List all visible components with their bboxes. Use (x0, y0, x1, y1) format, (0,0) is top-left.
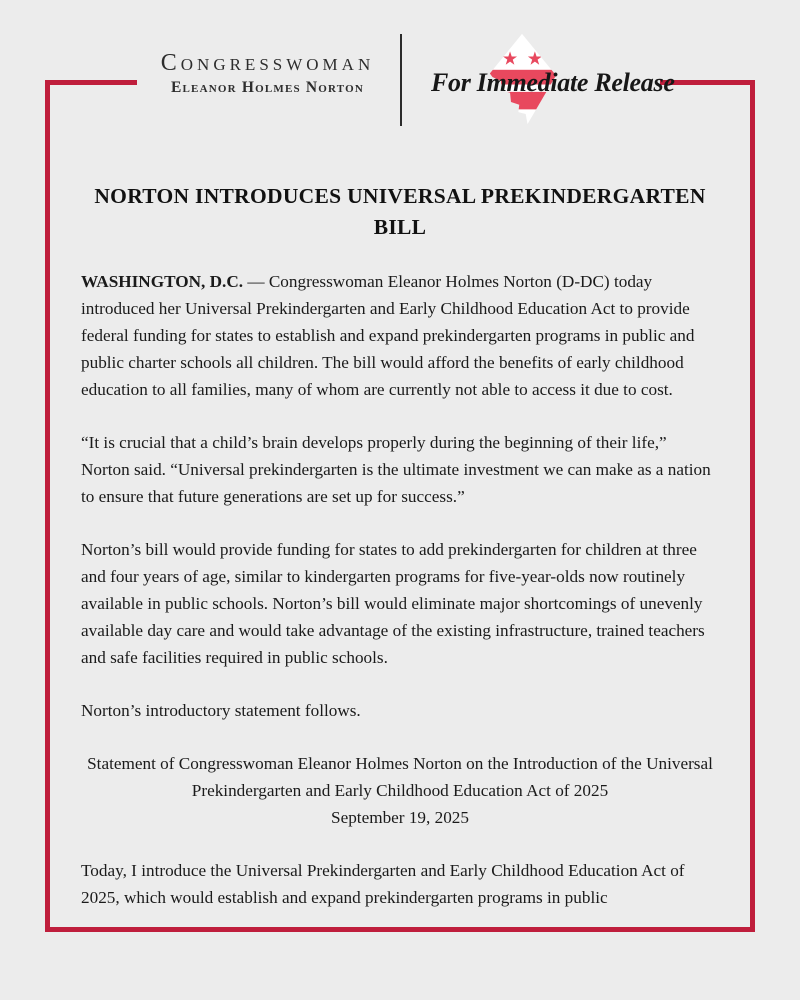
statement-heading: Statement of Congresswoman Eleanor Holmes Norton on the Introduction of the Universal Prekindergarten and Early Childhood Education Act of 2025 (87, 754, 713, 800)
statement-paragraph: Today, I introduce the Universal Prekindergarten and Early Childhood Education Act of 2025, which would establish and expand prekindergarten programs in public (81, 861, 685, 907)
press-release-body (50, 181, 750, 911)
masthead-kicker: Congresswoman (160, 50, 375, 76)
masthead-name: Eleanor Holmes Norton (170, 79, 365, 96)
lead-paragraph-text: — Congresswoman Eleanor Holmes Norton (D-DC) today introduced her Universal Prekindergarten and Early Childhood Education Act to provide federal funding for states to establish and expand prekindergarten programs in public and public charter schools all children. The bill would afford the benefits of early childhood education to all families, many of whom are currently not able to access it due to cost. (81, 272, 695, 399)
quote-paragraph: “It is crucial that a child’s brain develops properly during the beginning of their life,” Norton said. “Universal prekindergarten is the ultimate investment we can make as a nation to ensure that future generations are set up for success.” (81, 433, 711, 506)
headline: NORTON INTRODUCES UNIVERSAL PREKINDERGARTEN BILL (94, 184, 706, 239)
dateline: WASHINGTON, D.C. (81, 272, 244, 291)
for-immediate-release-label: For Immediate Release (431, 68, 675, 97)
statement-date: September 19, 2025 (331, 808, 469, 827)
lead-paragraph (81, 268, 719, 403)
body-paragraph: Norton’s bill would provide funding for states to add prekindergarten for children at three and four years of age, similar to kindergarten programs for five-year-olds now routinely available in public schools. Norton’s bill would eliminate major shortcomings of unevenly available day care and would take advantage of the existing infrastructure, trained teachers and safe facilities required in public schools. (81, 540, 705, 667)
intro-line: Norton’s introductory statement follows. (81, 701, 361, 720)
red-border-frame (45, 80, 755, 932)
